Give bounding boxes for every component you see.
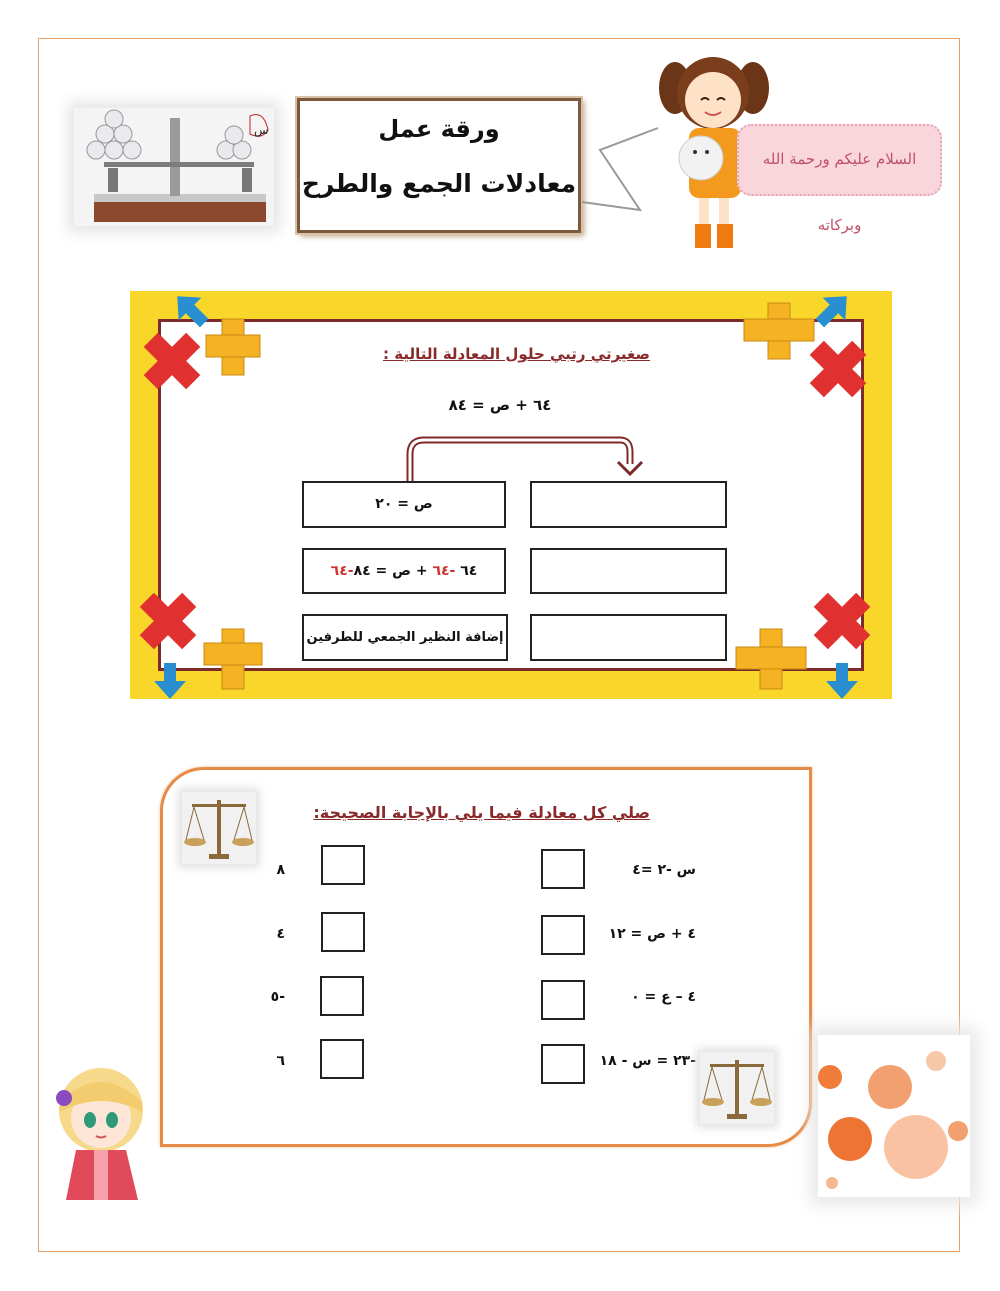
arrow-icon (154, 663, 186, 699)
equation-match-box-3[interactable] (541, 980, 585, 1020)
balance-scale-icon (182, 792, 256, 864)
answer-match-box-4[interactable] (320, 1039, 364, 1079)
anime-girl-illustration (46, 1062, 156, 1202)
plus-icon (204, 629, 262, 689)
target-equation: ٦٤ + ص = ٨٤ (448, 396, 552, 414)
step-solution-text: ص = ٢٠ (375, 496, 433, 512)
title-box (297, 98, 581, 233)
equation-match-box-1[interactable] (541, 849, 585, 889)
answer-item-2: ٤ (276, 926, 285, 942)
step-card-subtract[interactable] (302, 548, 506, 594)
step-subtract-part2: + ص = ٨٤ (353, 563, 433, 579)
step-card-inverse[interactable] (302, 614, 508, 661)
greeting-bubble: السلام عليكم ورحمة الله وبركاته (737, 124, 942, 196)
answer-match-box-3[interactable] (320, 976, 364, 1016)
equation-item-1: س -٢ =٤ (632, 862, 696, 878)
drop-slot-1[interactable] (530, 481, 727, 528)
equation-item-3: ٤ – ع = ٠ (631, 989, 696, 1005)
title-line1: ورقة عمل (378, 115, 500, 143)
arrow-icon (826, 663, 858, 699)
balance-scale-icon (700, 1052, 774, 1124)
answer-item-4: ٦ (276, 1053, 285, 1069)
arrow-icon (809, 291, 858, 334)
orange-circles-decoration (818, 1035, 970, 1197)
times-icon (130, 579, 210, 664)
equation-item-4: -٢٣ = س - ١٨ (599, 1053, 696, 1069)
scale-label: س (254, 123, 269, 137)
equation-match-box-2[interactable] (541, 915, 585, 955)
title-line2: معادلات الجمع والطرح (301, 169, 577, 198)
ordering-task-title: صغيرتي رتبي حلول المعادلة التالية : (383, 345, 650, 363)
answer-match-box-2[interactable] (321, 912, 365, 952)
drop-slot-3[interactable] (530, 614, 727, 661)
step-inverse-text: إضافة النظير الجمعي للطرفين (306, 630, 504, 645)
step-card-solution[interactable] (302, 481, 506, 528)
balance-scale-image (74, 108, 274, 226)
step-subtract-red2: -٦٤ (330, 563, 354, 579)
answer-item-1: ٨ (276, 862, 285, 878)
equation-match-box-4[interactable] (541, 1044, 585, 1084)
answer-match-box-1[interactable] (321, 845, 365, 885)
answer-item-3: -٥ (270, 989, 285, 1005)
equation-item-2: ٤ + ص = ١٢ (608, 926, 696, 942)
step-subtract-red1: -٦٤ (432, 563, 456, 579)
matching-task-title: صلي كل معادلة فيما يلي بالإجابة الصحيحة: (313, 803, 650, 822)
step-subtract-part1: ٦٤ (455, 563, 478, 579)
plus-icon (744, 303, 814, 359)
plus-icon (736, 629, 806, 689)
times-icon (130, 319, 214, 404)
times-icon (800, 579, 885, 664)
drop-slot-2[interactable] (530, 548, 727, 594)
arrow-icon (166, 291, 215, 334)
